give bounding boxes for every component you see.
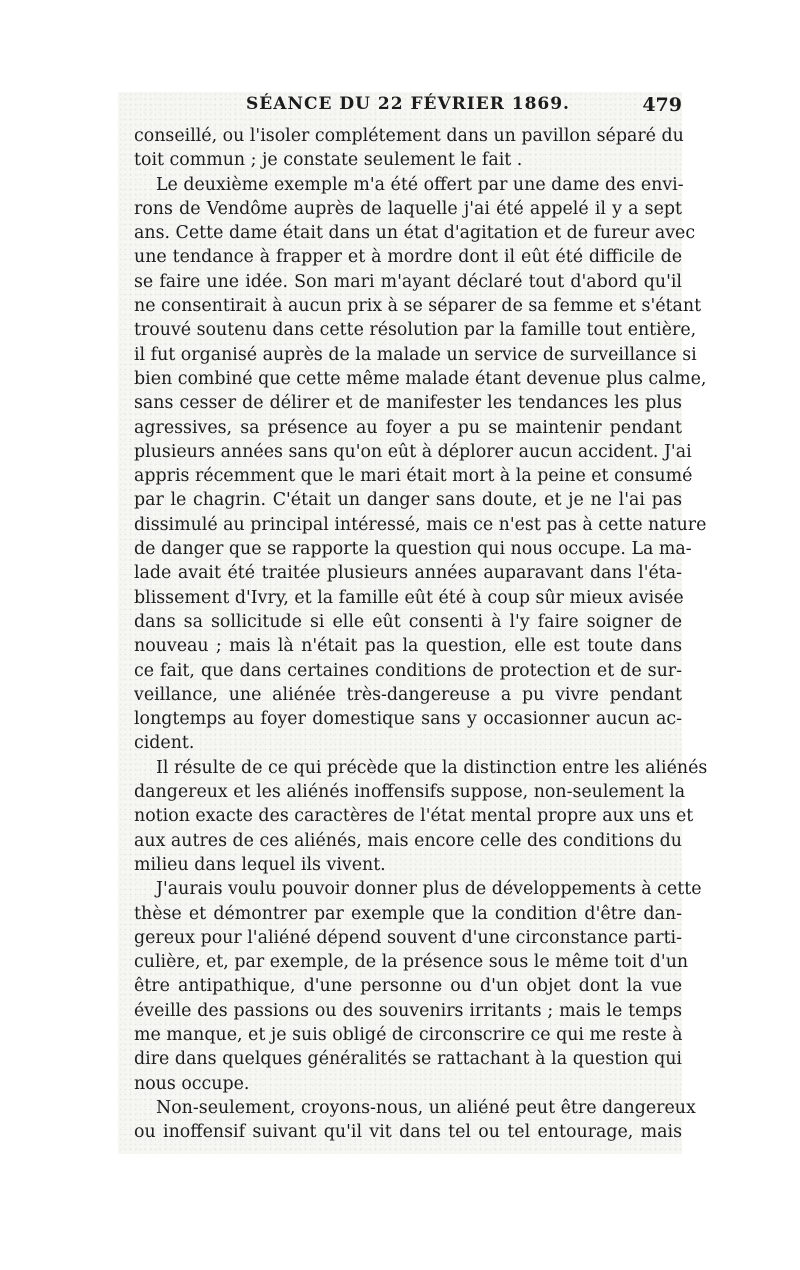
- book-page: [118, 92, 708, 1154]
- text-line: nouveau ; mais là n'était pas la question, elle est toute dans: [134, 636, 682, 657]
- text-line: lade avait été traitée plusieurs années auparavant dans l'éta-: [134, 563, 682, 584]
- text-line: blissement d'Ivry, et la famille eût été à coup sûr mieux avisée: [134, 587, 684, 608]
- text-line: me manque, et je suis obligé de circonscrire ce qui me reste à: [134, 1024, 683, 1045]
- text-line: appris récemment que le mari était mort à la peine et consumé: [134, 466, 693, 487]
- running-head: [134, 94, 682, 122]
- running-head-title: SÉANCE DU 22 FÉVRIER 1869.: [246, 94, 570, 114]
- paragraph-first-line: Non-seulement, croyons-nous, un aliéné peut être dangereux: [156, 1097, 696, 1118]
- text-line: se faire une idée. Son mari m'ayant déclaré tout d'abord qu'il: [134, 271, 682, 292]
- text-line: agressives, sa présence au foyer a pu se maintenir pendant: [134, 417, 682, 438]
- text-line: cident.: [134, 733, 195, 754]
- paragraph-first-line: Le deuxième exemple m'a été offert par une dame des envi-: [156, 174, 684, 195]
- text-line: nous occupe.: [134, 1073, 250, 1094]
- text-line: thèse et démontrer par exemple que la condition d'être dan-: [134, 903, 682, 924]
- text-line: toit commun ; je constate seulement le fait .: [134, 150, 523, 171]
- page-number: 479: [642, 94, 682, 116]
- text-line: conseillé, ou l'isoler complétement dans un pavillon séparé du: [134, 126, 684, 146]
- text-line: notion exacte des caractères de l'état mental propre aux uns et: [134, 806, 694, 827]
- text-line: dissimulé au principal intéressé, mais ce n'est pas à cette nature: [134, 514, 707, 535]
- text-line: bien combiné que cette même malade étant devenue plus calme,: [134, 368, 707, 389]
- text-line: sans cesser de délirer et de manifester les tendances les plus: [134, 393, 682, 414]
- text-line: veillance, une aliénée très-dangereuse a pu vivre pendant: [134, 684, 682, 705]
- text-line: ne consentirait à aucun prix à se séparer de sa femme et s'étant: [134, 296, 702, 317]
- text-line: dire dans quelques généralités se rattachant à la question qui: [134, 1049, 682, 1070]
- text-line: plusieurs années sans qu'on eût à déplorer aucun accident. J'ai: [134, 441, 692, 462]
- text-line: milieu dans lequel ils vivent.: [134, 854, 386, 875]
- text-line: dans sa sollicitude si elle eût consenti à l'y faire soigner de: [134, 611, 682, 632]
- text-line: ce fait, que dans certaines conditions de protection et de sur-: [134, 660, 682, 681]
- text-line: par le chagrin. C'était un danger sans doute, et je ne l'ai pas: [134, 490, 682, 511]
- text-line: aux autres de ces aliénés, mais encore celle des conditions du: [134, 830, 682, 851]
- text-line: une tendance à frapper et à mordre dont il eût été difficile de: [134, 247, 682, 268]
- text-line: gereux pour l'aliéné dépend souvent d'une circonstance parti-: [134, 927, 682, 948]
- text-line: ans. Cette dame était dans un état d'agitation et de fureur avec: [134, 223, 696, 244]
- text-line: longtemps au foyer domestique sans y occasionner aucun ac-: [134, 709, 682, 730]
- text-line: dangereux et les aliénés inoffensifs suppose, non-seulement la: [134, 782, 686, 803]
- text-line: culière, et, par exemple, de la présence sous le même toit d'un: [134, 952, 689, 973]
- text-line: être antipathique, d'une personne ou d'un objet dont la vue: [134, 976, 682, 997]
- text-line: il fut organisé auprès de la malade un service de surveillance si: [134, 344, 697, 365]
- paragraph-first-line: J'aurais voulu pouvoir donner plus de développements à cette: [156, 879, 702, 900]
- paragraph-first-line: Il résulte de ce qui précède que la distinction entre les aliénés: [156, 757, 708, 778]
- text-line: rons de Vendôme auprès de laquelle j'ai été appelé il y a sept: [134, 198, 682, 219]
- text-line: ou inoffensif suivant qu'il vit dans tel ou tel entourage, mais: [134, 1122, 682, 1143]
- text-line: éveille des passions ou des souvenirs irritants ; mais le temps: [134, 1000, 682, 1021]
- text-line: de danger que se rapporte la question qui nous occupe. La ma-: [134, 539, 692, 560]
- body-text: [134, 124, 708, 1144]
- text-line: trouvé soutenu dans cette résolution par la famille tout entière,: [134, 320, 697, 341]
